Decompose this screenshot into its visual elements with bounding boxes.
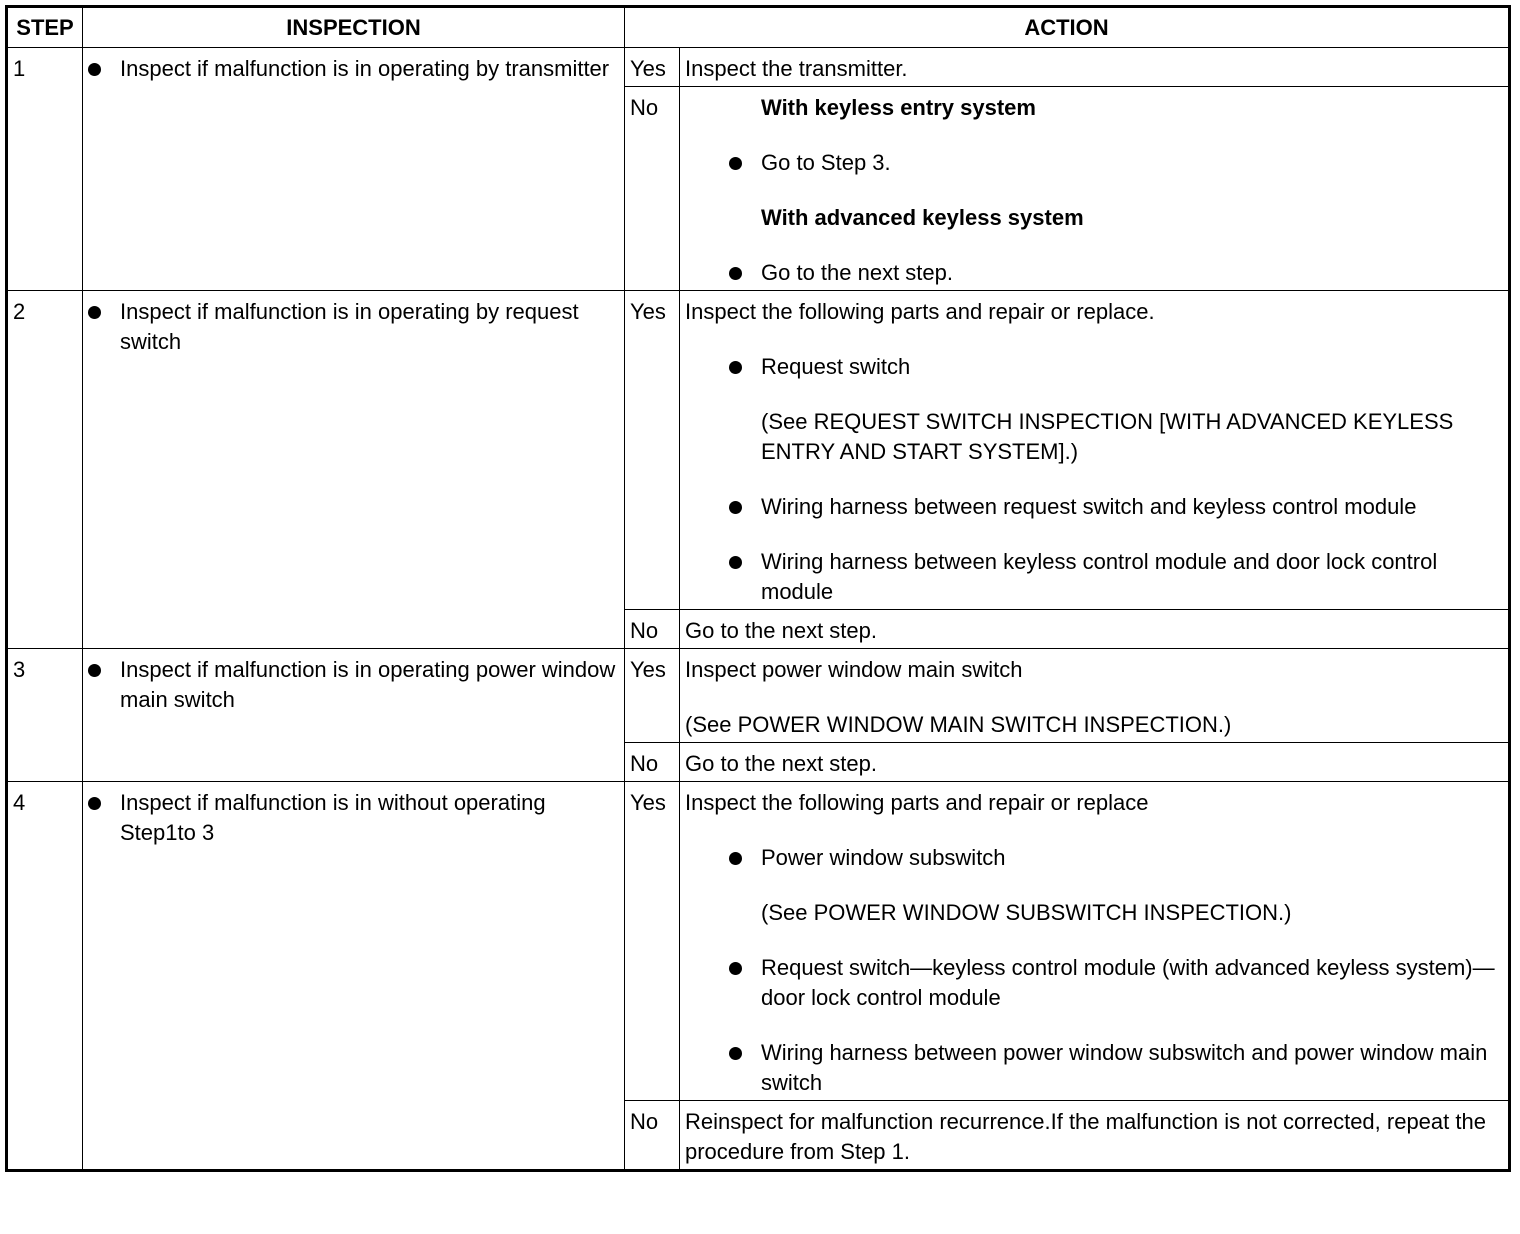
step-1-no-action <box>680 87 1510 291</box>
action-item: Go to the next step. <box>761 260 954 285</box>
yes-action: Inspect the transmitter. <box>680 48 1510 87</box>
yes-label: Yes <box>625 291 680 610</box>
step-4-inspection <box>83 782 625 1171</box>
action-item: Go to Step 3. <box>761 150 891 175</box>
step-number: 4 <box>7 782 83 1171</box>
bullet-icon <box>729 267 742 280</box>
step-number: 1 <box>7 48 83 291</box>
step-1-inspection <box>83 48 625 291</box>
step-header: STEP <box>7 7 83 48</box>
bullet-icon <box>729 361 742 374</box>
no-action: Go to the next step. <box>680 610 1510 649</box>
diagnosis-table <box>5 5 1511 1172</box>
step-number: 3 <box>7 649 83 782</box>
action-heading: With advanced keyless system <box>761 205 1084 230</box>
inspection-text: Inspect if malfunction is in operating by transmitter <box>120 56 610 81</box>
bullet-icon <box>729 1047 742 1060</box>
bullet-icon <box>729 556 742 569</box>
header-row <box>7 7 1510 48</box>
bullet-icon <box>729 852 742 865</box>
inspection-text: Inspect if malfunction is in operating by request switch <box>120 299 579 354</box>
action-item: Wiring harness between request switch and keyless control module <box>761 494 1417 519</box>
yes-label: Yes <box>625 782 680 1101</box>
no-label: No <box>625 87 680 291</box>
no-action: Go to the next step. <box>680 743 1510 782</box>
action-note: (See POWER WINDOW MAIN SWITCH INSPECTION.) <box>685 712 1232 737</box>
yes-label: Yes <box>625 48 680 87</box>
step-3-yes-row <box>7 649 1510 743</box>
action-item: Power window subswitch <box>761 845 1006 870</box>
step-2-inspection <box>83 291 625 649</box>
inspection-text: Inspect if malfunction is in without operating Step1to 3 <box>120 790 546 845</box>
no-label: No <box>625 743 680 782</box>
action-item: Request switch <box>761 354 911 379</box>
step-3-yes-action <box>680 649 1510 743</box>
action-heading: With keyless entry system <box>761 95 1036 120</box>
bullet-icon <box>88 664 101 677</box>
step-2-yes-row <box>7 291 1510 610</box>
bullet-icon <box>88 797 101 810</box>
action-note: (See POWER WINDOW SUBSWITCH INSPECTION.) <box>761 900 1292 925</box>
action-note: (See REQUEST SWITCH INSPECTION [WITH ADVANCED KEYLESS ENTRY AND START SYSTEM].) <box>761 409 1454 464</box>
step-number: 2 <box>7 291 83 649</box>
step-4-yes-row <box>7 782 1510 1101</box>
step-2-yes-action <box>680 291 1510 610</box>
no-action: Reinspect for malfunction recurrence.If the malfunction is not corrected, repeat the procedure from Step 1. <box>680 1101 1510 1171</box>
action-item: Request switch—keyless control module (with advanced keyless system)—door lock control module <box>761 955 1495 1010</box>
action-intro: Inspect the following parts and repair or replace <box>685 790 1149 815</box>
action-intro: Inspect power window main switch <box>685 657 1023 682</box>
bullet-icon <box>88 306 101 319</box>
step-4-yes-action <box>680 782 1510 1101</box>
no-label: No <box>625 1101 680 1171</box>
action-item: Wiring harness between keyless control module and door lock control module <box>761 549 1438 604</box>
action-header: ACTION <box>625 7 1510 48</box>
step-3-inspection <box>83 649 625 782</box>
yes-label: Yes <box>625 649 680 743</box>
bullet-icon <box>729 501 742 514</box>
step-1-yes-row <box>7 48 1510 87</box>
inspection-header: INSPECTION <box>83 7 625 48</box>
no-label: No <box>625 610 680 649</box>
action-intro: Inspect the following parts and repair or replace. <box>685 299 1155 324</box>
action-item: Wiring harness between power window subswitch and power window main switch <box>761 1040 1488 1095</box>
bullet-icon <box>729 157 742 170</box>
bullet-icon <box>88 63 101 76</box>
bullet-icon <box>729 962 742 975</box>
inspection-text: Inspect if malfunction is in operating power window main switch <box>120 657 616 712</box>
